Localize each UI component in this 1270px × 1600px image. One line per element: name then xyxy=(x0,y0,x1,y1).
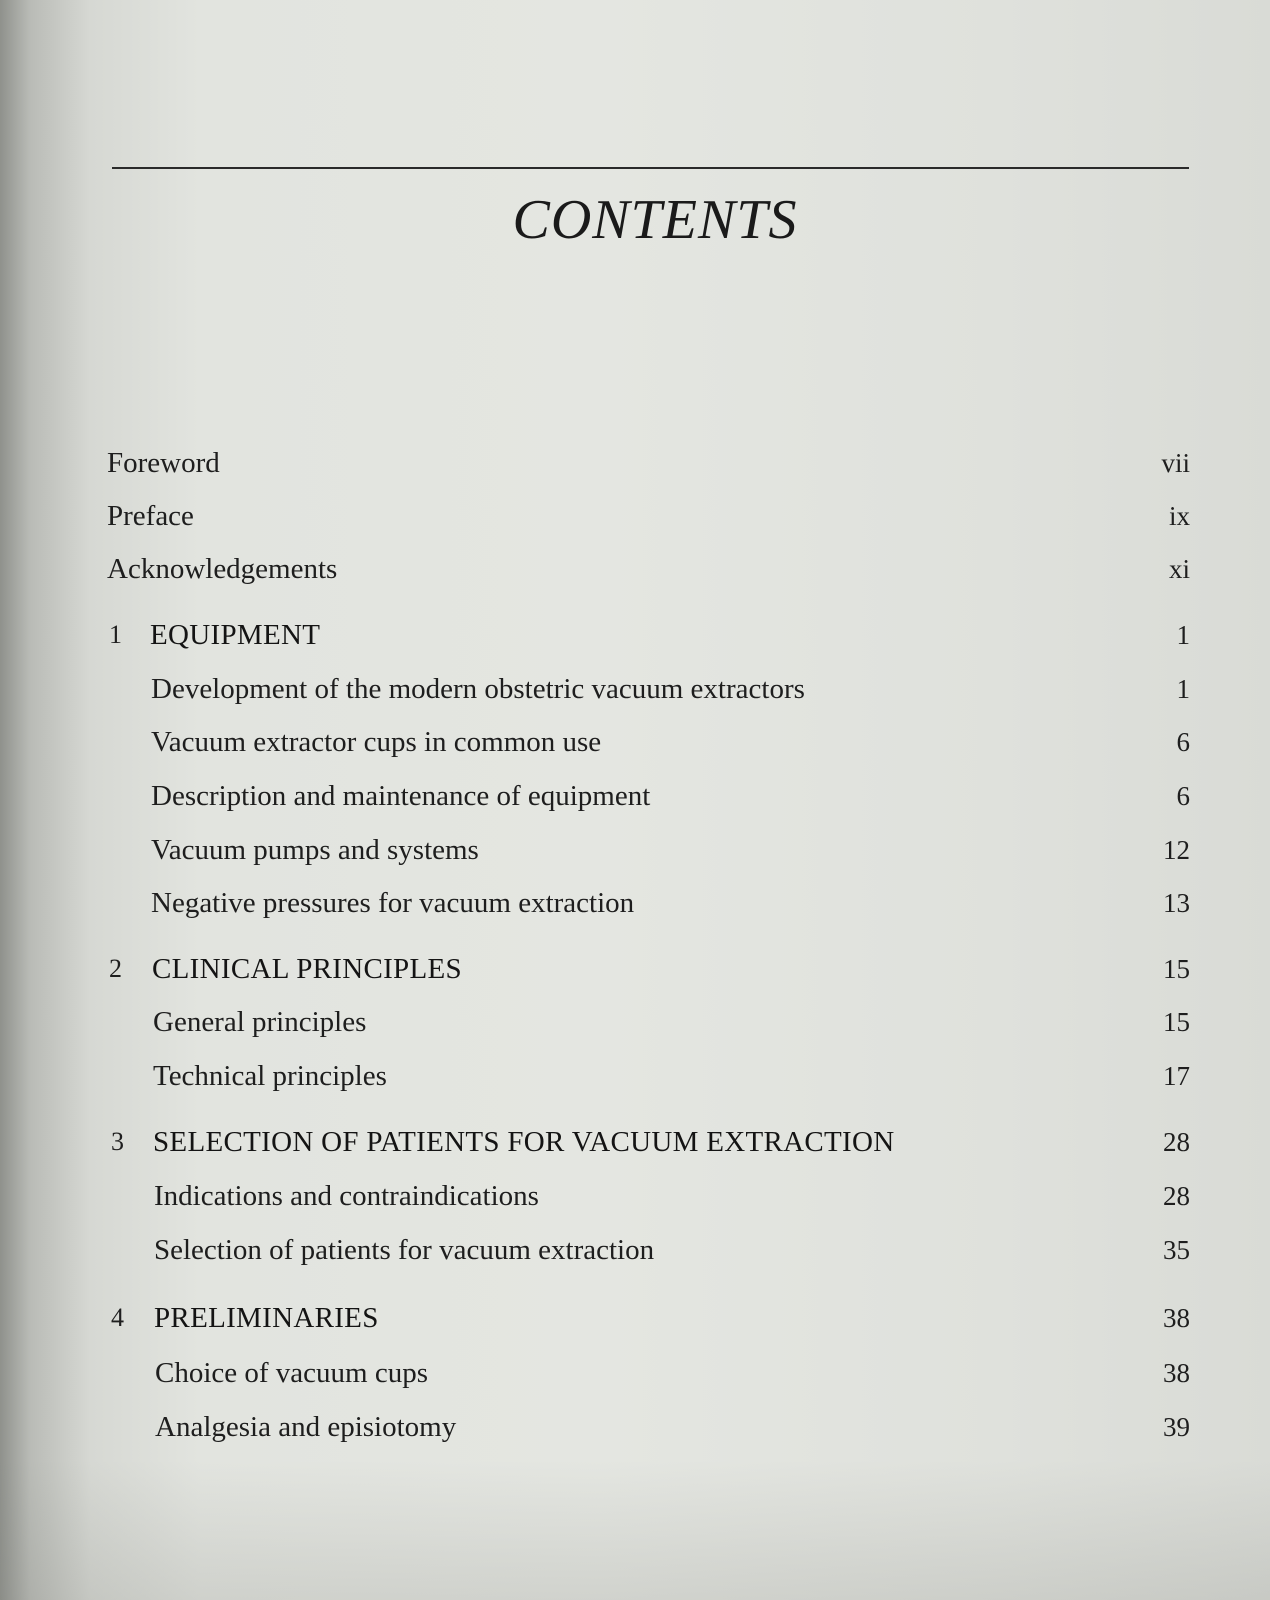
chapter-page: 1 xyxy=(1176,619,1190,650)
section-title: Analgesia and episiotomy xyxy=(155,1410,457,1443)
section-title: Description and maintenance of equipment xyxy=(151,779,651,812)
section-title: Choice of vacuum cups xyxy=(155,1356,429,1389)
section-page: 39 xyxy=(1163,1411,1190,1442)
section-title: Selection of patients for vacuum extraction xyxy=(154,1233,655,1266)
page-title: CONTENTS xyxy=(512,189,798,251)
toc-entry-label: Foreword xyxy=(107,446,220,479)
section-page: 6 xyxy=(1176,780,1190,811)
section-page: 17 xyxy=(1163,1060,1190,1091)
toc-chapter-1 xyxy=(0,615,1190,655)
toc-entry-acknowledgements xyxy=(0,549,1190,589)
toc-section xyxy=(0,1002,1190,1042)
toc-section xyxy=(0,1176,1190,1216)
chapter-number: 2 xyxy=(109,954,122,983)
chapter-page: 15 xyxy=(1163,953,1190,984)
section-page: 28 xyxy=(1163,1180,1190,1211)
section-page: 35 xyxy=(1163,1234,1190,1265)
toc-section xyxy=(0,1353,1190,1393)
chapter-title: CLINICAL PRINCIPLES xyxy=(152,952,462,985)
section-title: Technical principles xyxy=(153,1059,387,1092)
toc-section xyxy=(0,669,1190,709)
toc-chapter-3 xyxy=(0,1122,1190,1162)
chapter-title: SELECTION OF PATIENTS FOR VACUUM EXTRACTION xyxy=(153,1125,895,1158)
toc-chapter-2 xyxy=(0,949,1190,989)
section-page: 6 xyxy=(1176,726,1190,757)
section-page: 38 xyxy=(1163,1357,1190,1388)
toc-entry-label: Preface xyxy=(107,499,194,532)
toc-chapter-4 xyxy=(0,1298,1190,1338)
header-rule xyxy=(112,167,1189,169)
toc-section xyxy=(0,776,1190,816)
chapter-number: 3 xyxy=(111,1127,124,1156)
toc-entry-page: vii xyxy=(1161,447,1190,478)
toc-section xyxy=(0,1407,1190,1447)
section-title: Negative pressures for vacuum extraction xyxy=(151,886,635,919)
toc-entry-label: Acknowledgements xyxy=(107,552,338,585)
toc-entry-page: xi xyxy=(1168,553,1190,584)
chapter-number: 1 xyxy=(109,620,122,649)
toc-section xyxy=(0,1056,1190,1096)
toc-section xyxy=(0,830,1190,870)
section-title: Development of the modern obstetric vacuum extractors xyxy=(151,672,805,705)
toc-entry-foreword xyxy=(0,443,1190,483)
section-page: 12 xyxy=(1163,834,1190,865)
toc-entry-preface xyxy=(0,496,1190,536)
chapter-title: EQUIPMENT xyxy=(150,618,321,651)
section-title: Indications and contraindications xyxy=(154,1179,539,1212)
section-page: 1 xyxy=(1176,673,1190,704)
section-title: Vacuum pumps and systems xyxy=(151,833,479,866)
chapter-title: PRELIMINARIES xyxy=(154,1301,379,1334)
toc-section xyxy=(0,722,1190,762)
toc-entry-page: ix xyxy=(1168,500,1190,531)
chapter-page: 38 xyxy=(1163,1302,1190,1333)
toc-section xyxy=(0,1230,1190,1270)
chapter-number: 4 xyxy=(111,1303,124,1332)
chapter-page: 28 xyxy=(1163,1126,1190,1157)
toc-section xyxy=(0,883,1190,923)
section-page: 15 xyxy=(1163,1006,1190,1037)
section-title: General principles xyxy=(153,1005,367,1038)
section-page: 13 xyxy=(1163,887,1190,918)
section-title: Vacuum extractor cups in common use xyxy=(151,725,602,758)
